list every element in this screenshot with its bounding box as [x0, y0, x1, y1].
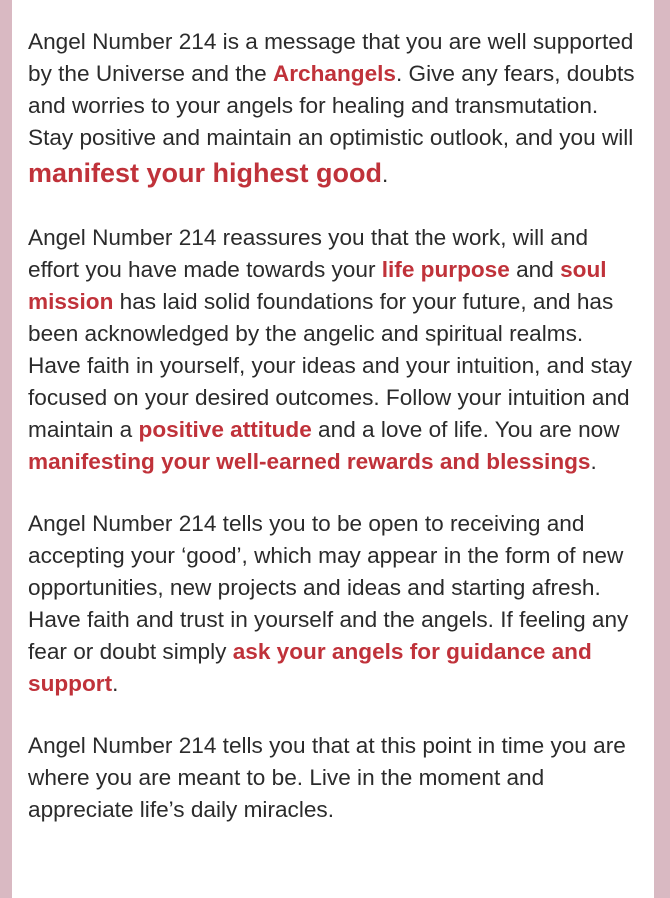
life-purpose-link[interactable]: life purpose — [381, 257, 510, 282]
paragraph-text: Angel Number 214 reassures you that the work, will and effort you have made towards your — [28, 225, 589, 282]
paragraph-text: has laid solid foundations for your future, and has been acknowledged by the angelic and spiritual realms. Have faith in yourself, your ideas and your intuition, and stay focused on your desired outcomes. Follow your intuition and maintain a — [28, 289, 633, 442]
article-page — [12, 0, 654, 898]
manifesting-rewards-link[interactable]: manifesting your well-earned rewards and blessings — [28, 449, 591, 474]
paragraph-text: and — [509, 257, 561, 282]
paragraph-2 — [28, 222, 638, 478]
paragraph-text: . — [382, 162, 389, 187]
paragraph-text: . Give any fears, doubts and worries to your angels for healing and transmutation. Stay positive and maintain an optimistic outlook, and you will — [28, 61, 635, 150]
paragraph-3 — [28, 508, 638, 700]
manifest-highest-good-link[interactable]: manifest your highest good — [28, 158, 383, 188]
archangels-link[interactable]: Archangels — [272, 61, 396, 86]
paragraph-text: . — [590, 449, 597, 474]
paragraph-1 — [28, 26, 638, 192]
paragraph-text: Angel Number 214 is a message that you are well supported by the Universe and the — [28, 29, 634, 86]
article-body — [12, 0, 654, 826]
paragraph-text: Angel Number 214 tells you that at this point in time you are where you are meant to be. Live in the moment and appreciate life’s daily miracles. — [28, 733, 626, 822]
paragraph-text: and a love of life. You are now — [311, 417, 620, 442]
ask-angels-guidance-link[interactable]: ask your angels for guidance and support — [28, 639, 592, 696]
paragraph-4 — [28, 730, 638, 826]
paragraph-text: . — [112, 671, 119, 696]
soul-mission-link[interactable]: soul mission — [28, 257, 607, 314]
paragraph-text: Angel Number 214 tells you to be open to receiving and accepting your ‘good’, which may appear in the form of new opportunities, new projects and ideas and starting afresh. Have faith and trust in yourself and the angels. If feeling any fear or doubt simply — [28, 511, 629, 664]
positive-attitude-link[interactable]: positive attitude — [138, 417, 312, 442]
